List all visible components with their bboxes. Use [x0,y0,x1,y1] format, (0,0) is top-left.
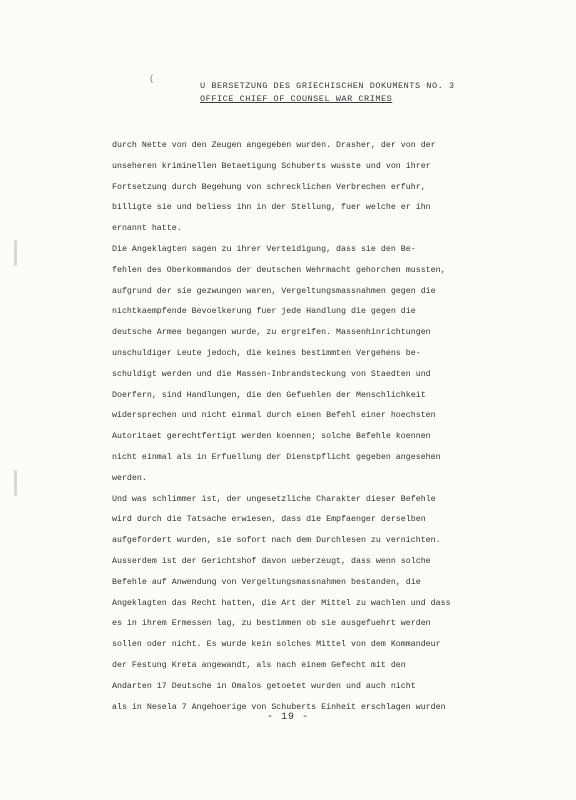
body-line: Andarten 17 Deutsche in Omalos getoetet wurden und auch nicht [112,681,416,691]
margin-mark: ( [149,74,155,84]
body-line: Und was schlimmer ist, der ungesetzliche Charakter dieser Befehle [112,494,436,504]
body-line: werden. [112,473,147,483]
body-line: sollen oder nicht. Es wurde kein solches Mittel von dem Kommandeur [112,640,441,650]
body-line: Angeklagten das Recht hatten, die Art der Mittel zu wachlen und dass [112,598,451,608]
punch-hole-mark [14,470,17,496]
body-line: ernannt hatte. [112,224,182,234]
body-line: es in ihrem Ermessen lag, zu bestimmen ob sie ausgefuehrt werden [112,619,431,629]
body-line: nicht einmal als in Erfuellung der Dienstpflicht gegeben angesehen [112,452,441,462]
body-line: nichtkaempfende Bevoelkerung fuer jede Handlung die gegen die [112,307,416,317]
body-line: der Festung Kreta angewandt, als nach einem Gefecht mit den [112,660,406,670]
body-line: billigte sie und beliess ihn in der Stellung, fuer welche er ihn [112,203,431,213]
body-line: Die Angeklagten sagen zu ihrer Verteidigung, dass sie den Be- [112,244,416,254]
body-line: Fortsetzung durch Begehung von schrecklichen Verbrechen erfuhr, [112,182,426,192]
body-line: unschuldiger Leute jedoch, die keines bestimmten Vergehens be- [112,348,421,358]
body-line: fehlen des Oberkommandos der deutschen Wehrmacht gehorchen mussten, [112,265,446,275]
page-number: - 19 - [266,712,309,723]
body-line: aufgefordert wurden, sie sofort nach dem Durchlesen zu vernichten. [112,536,441,546]
body-line: schuldigt werden und die Massen-Inbrandsteckung von Staedten und [112,369,431,379]
body-line: deutsche Armee begangen wurde, zu ergreifen. Massenhinrichtungen [112,328,431,338]
body-line: aufgrund der sie gezwungen waren, Vergeltungsmassnahmen gegen die [112,286,436,296]
body-line: widersprechen und nicht einmal durch einen Befehl einer hoechsten [112,411,436,421]
document-header [200,80,470,106]
punch-hole-mark [14,240,17,266]
header-line-1: U BERSETZUNG DES GRIECHISCHEN DOKUMENTS NO. 3 [200,81,455,91]
body-line: Ausserdem ist der Gerichtshof davon ueberzeugt, dass wenn solche [112,556,431,566]
header-line-2: OFFICE CHIEF OF COUNSEL WAR CRIMES [200,94,393,104]
body-line: Doerfern, sind Handlungen, die den Gefuehlen der Menschlichkeit [112,390,426,400]
body-line: als in Nesela 7 Angehoerige von Schuberts Einheit erschlagen wurden [112,702,446,712]
body-line: Befehle auf Anwendung von Vergeltungsmassnahmen bestanden, die [112,577,421,587]
body-line: Autoritaet gerechtfertigt werden koennen; solche Befehle koennen [112,432,431,442]
body-line: wird durch die Tatsache erwiesen, dass die Empfaenger derselben [112,515,426,525]
body-line: unseheren kriminellen Betaetigung Schuberts wusste und von ihrer [112,161,431,171]
document-body [112,136,470,718]
body-line: durch Nette von den Zeugen angegeben wurden. Drasher, der von der [112,141,436,150]
